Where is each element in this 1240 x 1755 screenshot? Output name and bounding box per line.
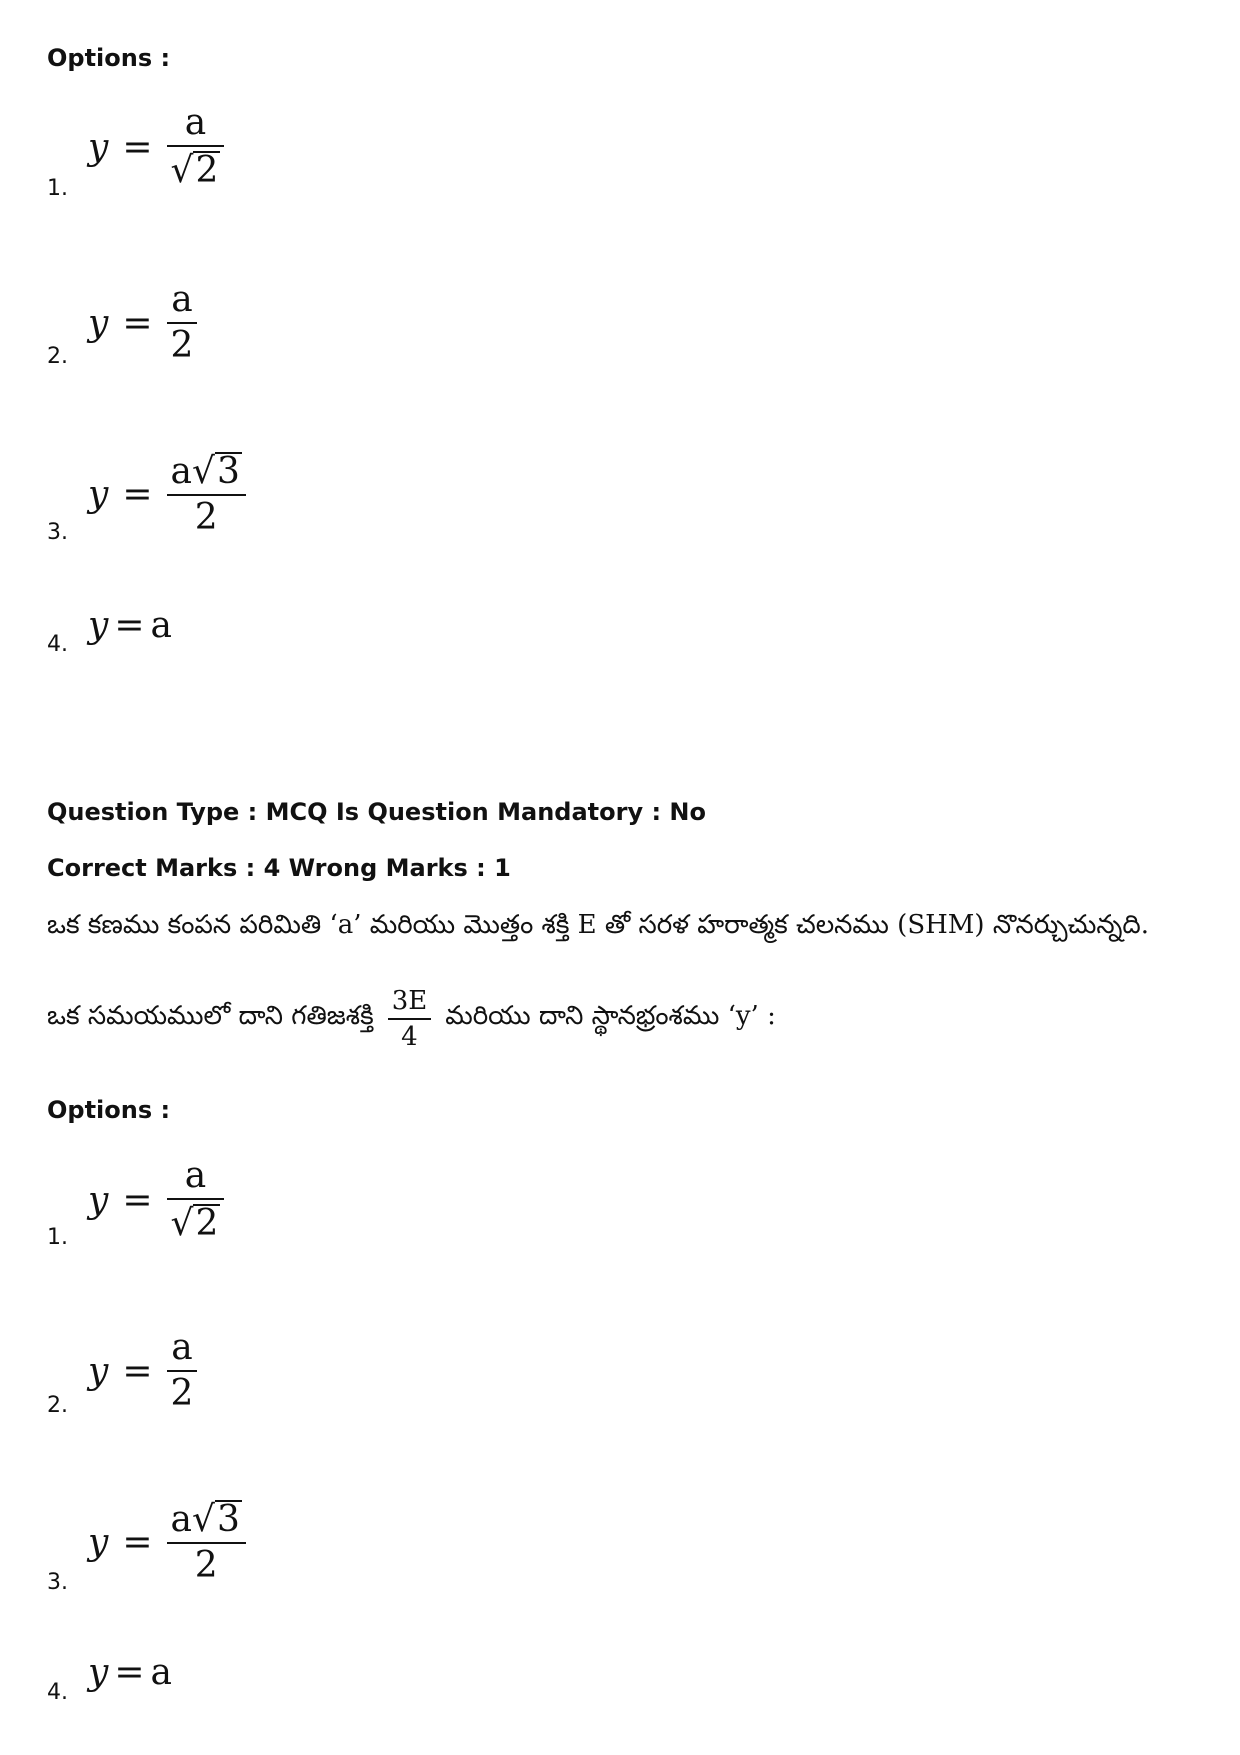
formula-equals: = xyxy=(122,473,153,515)
kinetic-energy-fraction xyxy=(388,988,432,1050)
formula-equals: = xyxy=(114,605,145,646)
sqrt-symbol: √ xyxy=(191,1499,215,1540)
formula-fraction xyxy=(167,1155,225,1244)
formula-fraction xyxy=(167,102,225,191)
sqrt-symbol: √ xyxy=(170,150,194,191)
fraction-numerator: a xyxy=(171,1327,193,1368)
formula-lhs: y xyxy=(88,473,109,515)
formula-fraction xyxy=(167,279,198,366)
formula-rhs: a xyxy=(150,1652,172,1693)
formula-fraction xyxy=(167,1327,198,1414)
fraction-numerator xyxy=(167,1500,246,1542)
fraction-denominator: 2 xyxy=(194,497,218,538)
option-3-formula xyxy=(88,452,246,536)
question-text-line-2 xyxy=(47,988,776,1050)
option-number: 2. xyxy=(47,1393,68,1418)
option-number: 1. xyxy=(47,1225,68,1250)
option-3-formula xyxy=(88,1500,246,1584)
fraction-denominator: 4 xyxy=(401,1022,418,1052)
formula-equals: = xyxy=(122,126,153,168)
formula-lhs: y xyxy=(88,1521,109,1563)
question-text-part-2: మరియు దాని స్థానభ్రంశము ‘y’ : xyxy=(445,1001,776,1031)
formula-equals: = xyxy=(114,1652,145,1693)
marks-line: Correct Marks : 4 Wrong Marks : 1 xyxy=(47,854,511,882)
fraction-numerator: a xyxy=(184,102,207,143)
sqrt-radicand: 3 xyxy=(216,1499,240,1540)
sqrt-symbol: √ xyxy=(191,451,215,492)
formula-fraction xyxy=(167,1500,246,1584)
formula-lhs: y xyxy=(88,126,109,168)
formula-lhs: y xyxy=(88,302,109,344)
option-2-formula xyxy=(88,279,197,366)
option-number: 4. xyxy=(47,632,68,657)
sqrt-symbol: √ xyxy=(170,1203,194,1244)
question-text-part-1: ఒక సమయములో దాని గతిజశక్తి xyxy=(47,1001,374,1031)
formula-equals: = xyxy=(122,1179,153,1221)
numerator-prefix: a xyxy=(170,451,192,492)
formula-lhs: y xyxy=(88,1350,109,1392)
fraction-denominator: 2 xyxy=(170,325,194,366)
option-number: 3. xyxy=(47,1570,68,1595)
option-number: 3. xyxy=(47,520,68,545)
fraction-numerator: a xyxy=(171,279,193,320)
fraction-denominator xyxy=(167,147,225,189)
formula-equals: = xyxy=(122,1521,153,1563)
formula-rhs: a xyxy=(150,605,172,646)
fraction-denominator: 2 xyxy=(194,1545,218,1586)
formula-lhs: y xyxy=(88,1652,109,1693)
sqrt-radicand: 2 xyxy=(195,150,219,191)
option-4-formula xyxy=(88,1652,172,1693)
option-number: 2. xyxy=(47,344,68,369)
fraction-denominator: 2 xyxy=(170,1373,194,1414)
fraction-numerator: a xyxy=(184,1155,207,1196)
formula-lhs: y xyxy=(88,1179,109,1221)
formula-equals: = xyxy=(122,1350,153,1392)
option-number: 4. xyxy=(47,1680,68,1705)
option-4-formula xyxy=(88,605,172,646)
option-1-formula xyxy=(88,102,224,191)
formula-equals: = xyxy=(122,302,153,344)
fraction-numerator: 3E xyxy=(391,986,428,1016)
option-1-formula xyxy=(88,1155,224,1244)
option-number: 1. xyxy=(47,176,68,201)
formula-lhs: y xyxy=(88,605,109,646)
question-text-line-1: ఒక కణము కంపన పరిమితి ‘a’ మరియు మొత్తం శక్తి E తో సరళ హరాత్మక చలనము (SHM) నొనర్చుచున్నది. xyxy=(47,910,1149,940)
sqrt-radicand: 3 xyxy=(216,451,240,492)
fraction-denominator xyxy=(167,1200,225,1242)
question-type-line: Question Type : MCQ Is Question Mandatory : No xyxy=(47,798,706,826)
sqrt-radicand: 2 xyxy=(195,1203,219,1244)
options-label: Options : xyxy=(47,1096,171,1124)
formula-fraction xyxy=(167,452,246,536)
option-2-formula xyxy=(88,1327,197,1414)
options-label: Options : xyxy=(47,44,171,72)
fraction-numerator xyxy=(167,452,246,494)
numerator-prefix: a xyxy=(170,1499,192,1540)
